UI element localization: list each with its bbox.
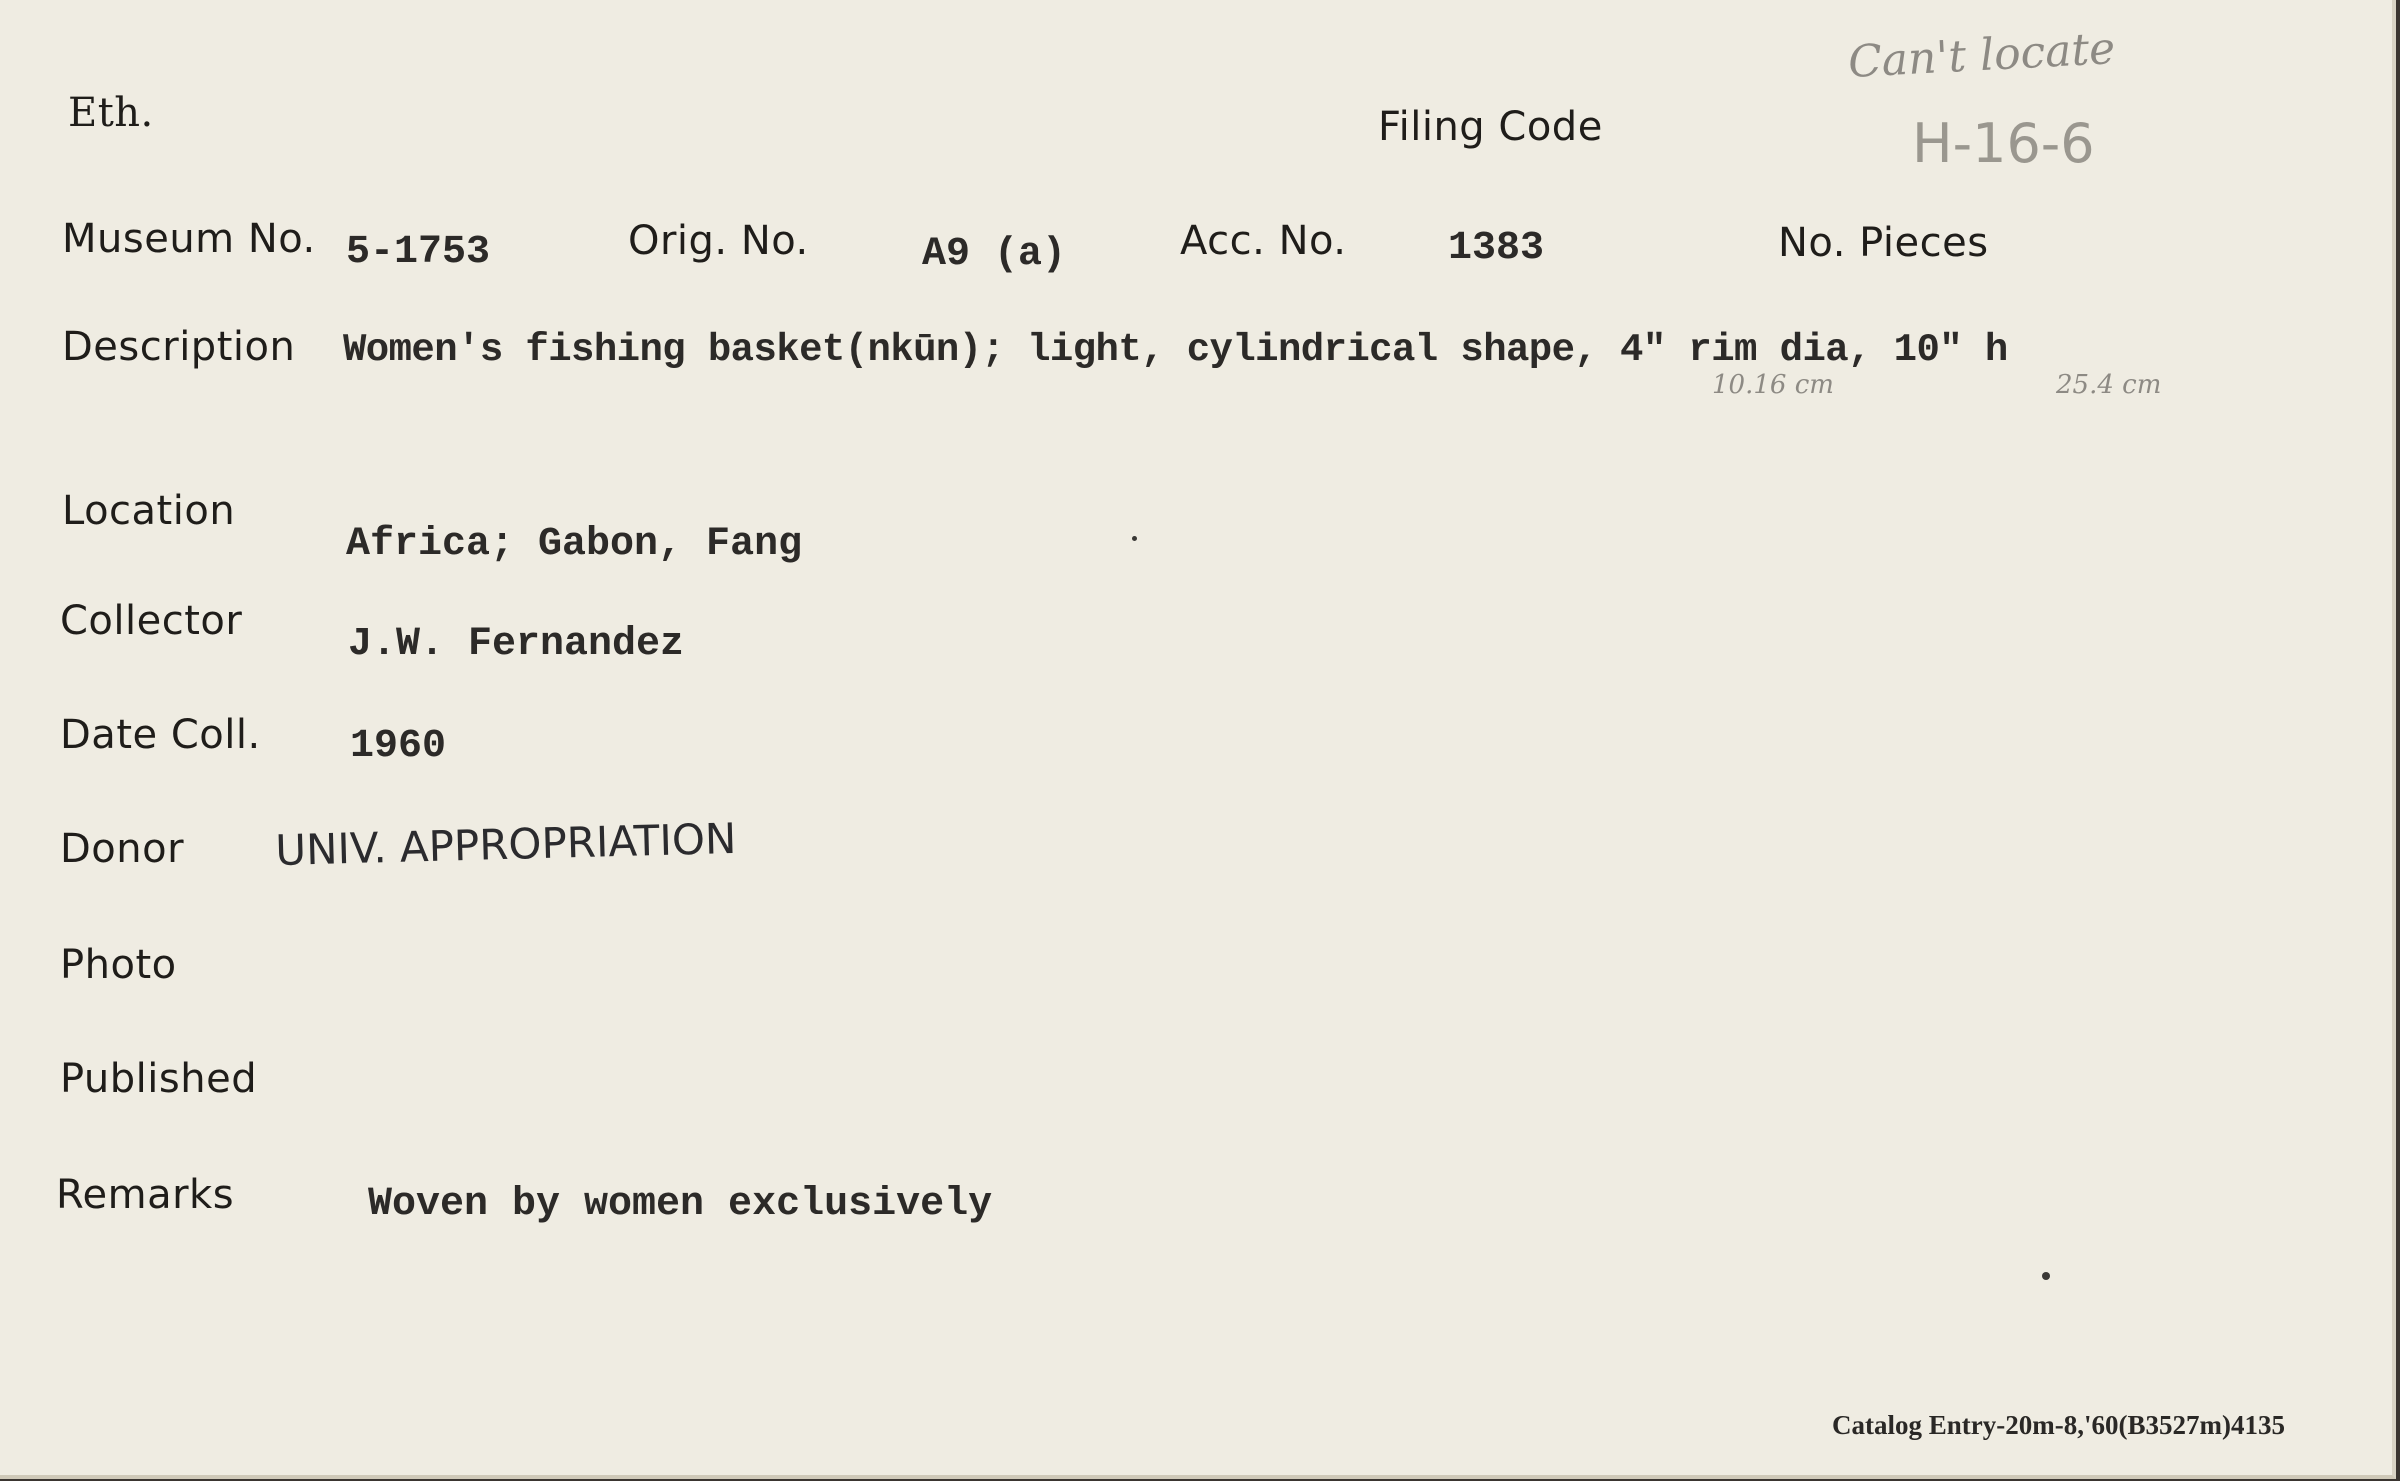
donor-label: Donor [60, 826, 185, 872]
description-label: Description [62, 324, 296, 370]
department-label: Eth. [68, 90, 154, 136]
filing-code-handwritten: H-16-6 [1912, 112, 2095, 175]
museum-no-label: Museum No. [62, 216, 316, 262]
location-value: Africa; Gabon, Fang [346, 522, 803, 567]
photo-label: Photo [60, 942, 177, 988]
description-note-height: 25.4 cm [2056, 370, 2162, 400]
paper-speck [2042, 1272, 2050, 1280]
acc-no-label: Acc. No. [1180, 218, 1347, 264]
paper-speck [1132, 536, 1137, 541]
description-note-rim: 10.16 cm [1712, 370, 1834, 400]
filing-code-label: Filing Code [1378, 104, 1603, 150]
published-label: Published [60, 1056, 258, 1102]
filing-note-handwritten: Can't locate [1846, 23, 2117, 88]
date-coll-label: Date Coll. [60, 712, 261, 758]
orig-no-value: A9 (a) [922, 232, 1067, 277]
location-label: Location [62, 488, 236, 534]
donor-stamp: UNIV. APPROPRIATION [274, 813, 737, 875]
remarks-label: Remarks [56, 1172, 235, 1218]
acc-no-value: 1383 [1448, 226, 1545, 271]
museum-no-value: 5-1753 [346, 230, 491, 275]
no-pieces-label: No. Pieces [1778, 220, 1989, 266]
collector-value: J.W. Fernandez [348, 622, 685, 667]
catalog-footer: Catalog Entry-20m-8,'60(B3527m)4135 [1832, 1410, 2285, 1440]
description-value: Women's fishing basket(nkūn); light, cylindrical shape, 4" rim dia, 10" h [343, 328, 2008, 372]
remarks-value: Woven by women exclusively [368, 1182, 993, 1227]
date-coll-value: 1960 [350, 724, 447, 769]
orig-no-label: Orig. No. [628, 218, 809, 264]
collector-label: Collector [60, 598, 243, 644]
